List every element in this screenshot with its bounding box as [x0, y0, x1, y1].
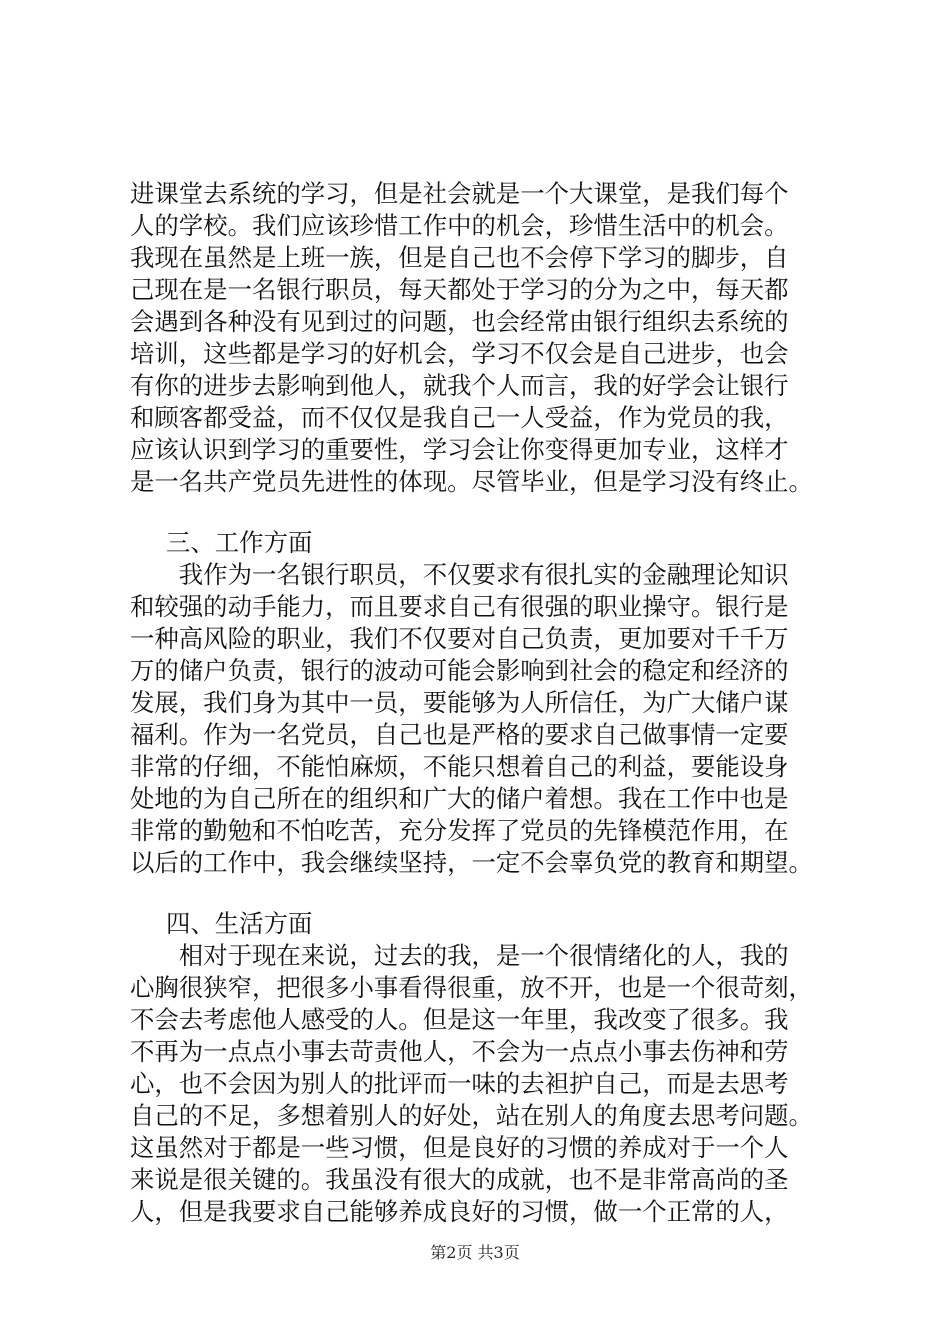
paragraph-line: 人，但是我要求自己能够养成良好的习惯，做一个正常的人， [130, 1197, 789, 1226]
intro-paragraph [130, 178, 830, 498]
paragraph-line: 不再为一点点小事去苛责他人，不会为一点点小事去伤神和劳 [130, 1037, 789, 1066]
paragraph-line: 培训，这些都是学习的好机会，学习不仅会是自己进步，也会 [130, 339, 789, 368]
paragraph-line: 和较强的动手能力，而且要求自己有很强的职业操守。银行是 [130, 592, 789, 621]
paragraph-line: 有你的进步去影响到他人，就我个人而言，我的好学会让银行 [130, 371, 789, 400]
section-heading-work: 三、工作方面 [166, 528, 313, 557]
page-indicator: 第2页 共3页 [430, 1243, 520, 1262]
page-footer [0, 1243, 950, 1263]
section-heading-life: 四、生活方面 [166, 909, 313, 938]
paragraph-line: 相对于现在来说，过去的我，是一个很情绪化的人，我的 [130, 941, 789, 970]
paragraph-line: 进课堂去系统的学习，但是社会就是一个大课堂，是我们每个 [130, 179, 789, 208]
section-life [130, 908, 830, 1228]
paragraph-line: 这虽然对于都是一些习惯，但是良好的习惯的养成对于一个人 [130, 1133, 789, 1162]
paragraph-line: 非常的仔细，不能怕麻烦，不能只想着自己的利益，要能设身 [130, 752, 789, 781]
paragraph-line: 心，也不会因为别人的批评而一味的去袒护自己，而是去思考 [130, 1069, 789, 1098]
paragraph-line: 以后的工作中，我会继续坚持，一定不会辜负党的教育和期望。 [130, 848, 813, 877]
paragraph-line: 人的学校。我们应该珍惜工作中的机会，珍惜生活中的机会。 [130, 211, 789, 240]
section-spacer [130, 498, 830, 527]
paragraph-line: 应该认识到学习的重要性，学习会让你变得更加专业，这样才 [130, 435, 789, 464]
section-work [130, 527, 830, 879]
paragraph-line: 我现在虽然是上班一族，但是自己也不会停下学习的脚步，自 [130, 243, 789, 272]
paragraph-line: 福利。作为一名党员，自己也是严格的要求自己做事情一定要 [130, 720, 789, 749]
paragraph-line: 己现在是一名银行职员，每天都处于学习的分为之中，每天都 [130, 275, 789, 304]
paragraph-line: 发展，我们身为其中一员，要能够为人所信任，为广大储户谋 [130, 688, 789, 717]
paragraph-line: 万的储户负责，银行的波动可能会影响到社会的稳定和经济的 [130, 656, 789, 685]
paragraph-line: 处地的为自己所在的组织和广大的储户着想。我在工作中也是 [130, 784, 789, 813]
paragraph-line: 我作为一名银行职员，不仅要求有很扎实的金融理论知识 [130, 560, 789, 589]
paragraph-line: 不会去考虑他人感受的人。但是这一年里，我改变了很多。我 [130, 1005, 789, 1034]
paragraph-line: 会遇到各种没有见到过的问题，也会经常由银行组织去系统的 [130, 307, 789, 336]
paragraph-line: 心胸很狭窄，把很多小事看得很重，放不开，也是一个很苛刻， [130, 973, 813, 1002]
paragraph-line: 一种高风险的职业，我们不仅要对自己负责，更加要对千千万 [130, 624, 789, 653]
paragraph-line: 非常的勤勉和不怕吃苦，充分发挥了党员的先锋模范作用，在 [130, 816, 789, 845]
document-body [130, 178, 830, 1228]
paragraph-line: 来说是很关键的。我虽没有很大的成就，也不是非常高尚的圣 [130, 1165, 789, 1194]
paragraph-line: 是一名共产党员先进性的体现。尽管毕业，但是学习没有终止。 [130, 467, 813, 496]
paragraph-line: 自己的不足，多想着别人的好处，站在别人的角度去思考问题。 [130, 1101, 813, 1130]
section-spacer [130, 879, 830, 908]
paragraph-line: 和顾客都受益，而不仅仅是我自己一人受益，作为党员的我， [130, 403, 789, 432]
